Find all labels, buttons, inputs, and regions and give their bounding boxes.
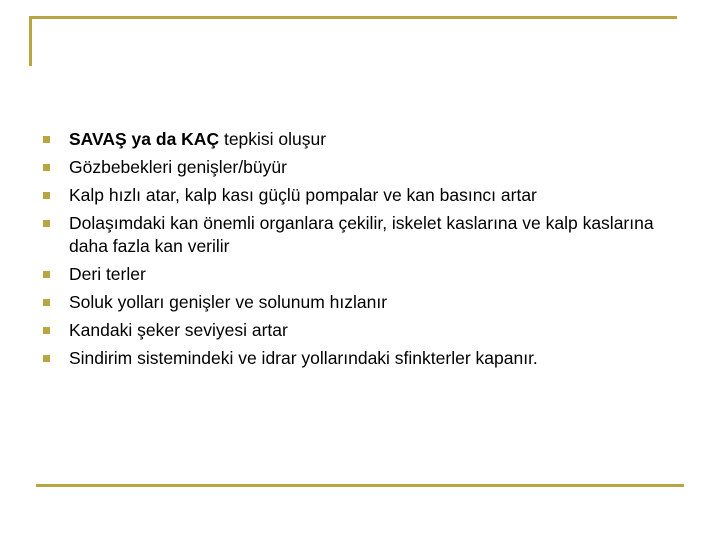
- square-bullet-icon: [43, 299, 50, 306]
- frame-top-rule: [29, 16, 677, 19]
- list-item: [43, 319, 663, 342]
- bullet-text: Gözbebekleri genişler/büyür: [69, 157, 287, 177]
- square-bullet-icon: [43, 327, 50, 334]
- square-bullet-icon: [43, 136, 50, 143]
- list-item: [43, 128, 663, 151]
- list-item: [43, 263, 663, 286]
- bullet-text: Deri terler: [69, 264, 146, 284]
- square-bullet-icon: [43, 355, 50, 362]
- bullet-text: Dolaşımdaki kan önemli organlara çekilir, iskelet kaslarına ve kalp kaslarına daha fazla kan verilir: [69, 213, 654, 256]
- frame-left-rule: [29, 16, 32, 66]
- bullet-list: [43, 128, 663, 370]
- square-bullet-icon: [43, 164, 50, 171]
- bullet-bold-text: SAVAŞ ya da KAÇ: [69, 129, 220, 149]
- square-bullet-icon: [43, 271, 50, 278]
- bullet-text: Soluk yolları genişler ve solunum hızlanır: [69, 292, 388, 312]
- list-item: [43, 347, 663, 370]
- bullet-text: Kalp hızlı atar, kalp kası güçlü pompalar ve kan basıncı artar: [69, 185, 537, 205]
- bullet-text: tepkisi oluşur: [219, 129, 327, 149]
- frame-bottom-rule: [36, 484, 684, 487]
- list-item: [43, 212, 663, 258]
- list-item: [43, 184, 663, 207]
- list-item: [43, 291, 663, 314]
- bullet-text: Sindirim sistemindeki ve idrar yollarındaki sfinkterler kapanır.: [69, 348, 538, 368]
- square-bullet-icon: [43, 220, 50, 227]
- list-item: [43, 156, 663, 179]
- bullet-text: Kandaki şeker seviyesi artar: [69, 320, 288, 340]
- square-bullet-icon: [43, 192, 50, 199]
